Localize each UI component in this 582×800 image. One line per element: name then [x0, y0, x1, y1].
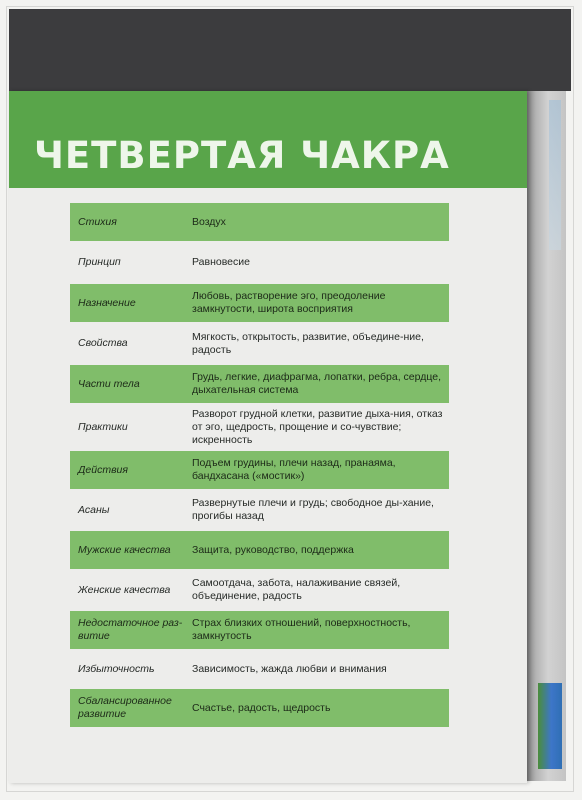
row-label: Сбалансированное развитие: [78, 695, 172, 720]
table-row: [70, 489, 449, 531]
row-value: Счастье, радость, щедрость: [192, 701, 331, 714]
row-value: Самоотдача, забота, налаживание связей, объединение, радость: [192, 577, 401, 602]
table-row: [70, 203, 449, 241]
row-label: Избыточность: [78, 662, 155, 675]
row-value: Защита, руководство, поддержка: [192, 543, 354, 556]
scan-backdrop: [9, 9, 571, 91]
table-row: [70, 365, 449, 403]
row-label: Действия: [78, 463, 128, 476]
table-row: [70, 403, 449, 451]
row-value: Грудь, легкие, диафрагма, лопатки, ребра, сердце, дыхательная система: [192, 371, 441, 396]
table-row: [70, 689, 449, 727]
page-edge-highlight: [549, 100, 561, 250]
row-label: Недостаточное раз-витие: [78, 617, 183, 642]
row-label: Свойства: [78, 337, 128, 349]
table-row: [70, 531, 449, 569]
table-row: [70, 241, 449, 284]
page-title: ЧЕТВЕРТАЯ ЧАКРА: [34, 134, 450, 177]
row-label: Принцип: [78, 256, 121, 268]
row-value: Зависимость, жажда любви и внимания: [192, 662, 387, 675]
row-value: Развернутые плечи и грудь; свободное ды-хание, прогибы назад: [192, 497, 434, 522]
row-label: Стихия: [78, 215, 117, 228]
row-value: Разворот грудной клетки, развитие дыха-ния, отказ от эго, щедрость, прощение и со-чувствие; искренность: [192, 407, 443, 446]
row-label: Мужские качества: [78, 543, 171, 556]
row-label: Женские качества: [78, 583, 171, 596]
chakra-table: [70, 203, 449, 727]
row-value: Мягкость, открытость, развитие, объедине-ние, радость: [192, 330, 424, 356]
row-value: Равновесие: [192, 256, 250, 268]
row-label: Асаны: [78, 503, 110, 516]
row-label: Части тела: [78, 377, 140, 390]
row-label: Назначение: [78, 296, 136, 309]
row-value: Воздух: [192, 215, 226, 228]
row-value: Любовь, растворение эго, преодоление замкнутости, широта восприятия: [192, 290, 386, 315]
table-row: [70, 451, 449, 489]
page-edge-color-tab: [538, 683, 562, 769]
table-row: [70, 322, 449, 365]
table-row: [70, 284, 449, 322]
row-value: Страх близких отношений, поверхностность, замкнутость: [192, 617, 411, 642]
table-row: [70, 569, 449, 611]
row-value: Подъем грудины, плечи назад, пранаяма, бандхасана («мостик»): [192, 457, 396, 482]
table-row: [70, 611, 449, 649]
table-row: [70, 649, 449, 689]
row-label: Практики: [78, 420, 128, 433]
